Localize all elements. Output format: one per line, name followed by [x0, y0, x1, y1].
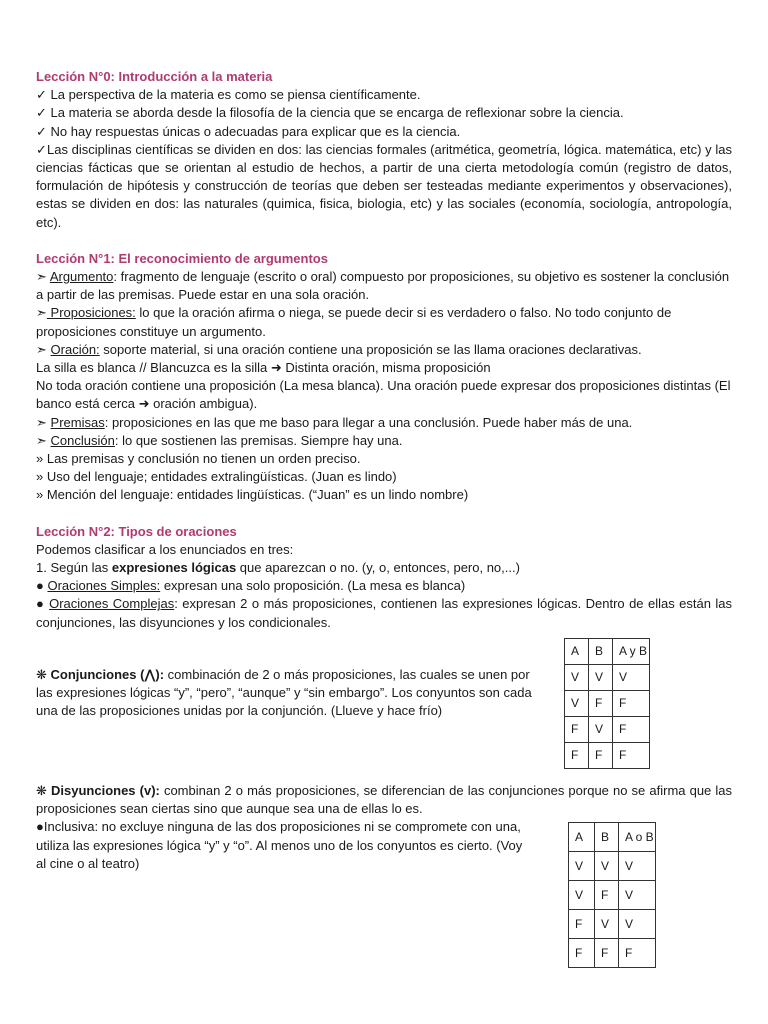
bullet-icon: ●: [36, 819, 44, 835]
table-cell: F: [595, 881, 619, 910]
table-header-row: [569, 823, 656, 852]
check-item: ✓ No hay respuestas únicas o adecuadas para explicar que es la ciencia.: [36, 123, 461, 139]
definition-text: : expresan 2 o más proposiciones, contienen las expresiones lógicas. Dentro de ellas están las conjunciones, las disyunciones y los condicionales.: [36, 596, 732, 630]
intro-text: Podemos clasificar a los enunciados en tres:: [36, 541, 294, 557]
table-cell: V: [589, 716, 613, 742]
term-expresiones-logicas: expresiones lógicas: [111, 560, 237, 576]
table-cell: V: [565, 690, 589, 716]
lesson-2-title: Lección N°2: Tipos de oraciones: [36, 523, 237, 539]
definition-text: combinación de 2 o más proposiciones, las cuales se unen por las expresiones lógicas “y”, “pero”, “aunque” y “sin embargo”. Los conyuntos son cada una de las proposiciones unidas por la conjunción. (Llueve y hace frío): [36, 666, 532, 719]
table-cell: F: [569, 910, 595, 939]
asterisk-icon: ❋: [36, 666, 47, 682]
table-cell: F: [589, 690, 613, 716]
table-cell: V: [619, 881, 656, 910]
table-header-cell: A: [565, 638, 589, 664]
text-fragment: 1. Según las: [36, 560, 112, 576]
bullet-simples: [36, 577, 732, 595]
definition-argumento: [36, 268, 732, 304]
term-conclusion: Conclusión: [50, 432, 115, 448]
table-row: [565, 742, 650, 768]
example-silla: La silla es blanca // Blancuzca es la silla ➜ Distinta oración, misma proposición: [36, 360, 491, 376]
table-cell: V: [569, 881, 595, 910]
term-premisas: Premisas: [50, 414, 105, 430]
definition-text: Inclusiva: no excluye ninguna de las dos proposiciones ni se compromete con una, utiliza las expresiones lógica “y” y “o”. Al menos uno de los conyuntos es cierto. (Voy al cine o al teatro): [36, 819, 523, 871]
table-row: [565, 716, 650, 742]
table-cell: V: [595, 910, 619, 939]
term-conjunciones: Conjunciones (⋀):: [50, 666, 165, 682]
table-header-cell: A o B: [619, 823, 656, 852]
definition-text: lo que la oración afirma o niega, se puede decir si es verdadero o falso. No todo conjunto de proposiciones constituye un argumento.: [36, 305, 672, 339]
truth-table-and: [564, 638, 650, 769]
lesson-1-title: Lección N°1: El reconocimiento de argumentos: [36, 250, 328, 266]
definition-premisas: [36, 414, 732, 432]
table-header-cell: A y B: [613, 638, 650, 664]
conjunctions-text: [36, 666, 548, 721]
bullet-icon: ●: [36, 596, 45, 612]
table-row: [569, 939, 656, 968]
document-page: [36, 66, 732, 968]
arrow-icon: ➣: [36, 305, 47, 321]
arrow-icon: ➣: [36, 414, 47, 430]
table-cell: F: [619, 939, 656, 968]
asterisk-icon: ❋: [36, 782, 47, 798]
definition-text: combinan 2 o más proposiciones, se diferencian de las conjunciones porque no se afirma que las proposiciones sean ciertas sino que aunque sea una de ellas lo es.: [36, 782, 732, 817]
table-cell: F: [613, 742, 650, 768]
table-cell: F: [595, 939, 619, 968]
term-proposiciones: Proposiciones:: [46, 305, 136, 321]
definition-text: : proposiciones en las que me baso para llegar a una conclusión. Puede haber más de una.: [104, 414, 633, 430]
truth-table-or: [568, 822, 656, 968]
table-cell: V: [619, 852, 656, 881]
arrow-icon: ➣: [36, 432, 47, 448]
term-argumento: Argumento: [49, 269, 114, 285]
definition-text: expresan una solo proposición. (La mesa es blanca): [160, 578, 466, 594]
term-oraciones-complejas: Oraciones Complejas: [49, 596, 175, 612]
table-cell: V: [569, 852, 595, 881]
bullet-icon: ●: [36, 578, 44, 594]
table-cell: F: [613, 716, 650, 742]
table-row: [569, 881, 656, 910]
check-item: ✓Las disciplinas científicas se dividen en dos: las ciencias formales (aritmética, geometría, lógica. matemática, etc) y las ciencias fácticas que se orientan al estudio de hechos, a partir de una cierta metodología común (registro de datos, formulación de hipótesis y construcción de teorías que deben ser testeadas mediante experimentos y observaciones), estas se dividen en dos: las naturales (quimica, fisica, biologia, etc) y las sociales (economía, sociología, antropología, etc).: [36, 141, 732, 230]
table-cell: F: [565, 742, 589, 768]
table-cell: F: [565, 716, 589, 742]
note-item: » Las premisas y conclusión no tienen un orden preciso.: [36, 451, 361, 467]
arrow-icon: ➣: [36, 269, 47, 285]
inclusive-text: [36, 818, 532, 873]
term-disyunciones: Disyunciones (v):: [51, 782, 160, 798]
inclusive-block: [36, 818, 732, 968]
classification-1: [36, 559, 732, 577]
table-cell: F: [589, 742, 613, 768]
term-oraciones-simples: Oraciones Simples:: [47, 578, 161, 594]
term-oracion: Oración:: [50, 341, 100, 357]
table-cell: F: [569, 939, 595, 968]
table-header-cell: B: [595, 823, 619, 852]
note-item: » Uso del lenguaje; entidades extralingüísticas. (Juan es lindo): [36, 469, 397, 485]
bullet-complejas: [36, 595, 732, 631]
table-cell: V: [613, 664, 650, 690]
definition-conclusion: [36, 432, 732, 450]
check-item: ✓ La materia se aborda desde la filosofía de la ciencia que se encarga de reflexionar sobre la ciencia.: [36, 105, 624, 121]
table-cell: V: [565, 664, 589, 690]
table-header-cell: B: [589, 638, 613, 664]
check-item: ✓ La perspectiva de la materia es como se piensa científicamente.: [36, 87, 421, 103]
definition-text: : lo que sostienen las premisas. Siempre hay una.: [114, 432, 403, 448]
disjunctions-text: [36, 782, 732, 818]
paragraph-no-toda: No toda oración contiene una proposición (La mesa blanca). Una oración puede expresar dos proposiciones distintas (El banco está cerca ➜ oración ambigua).: [36, 378, 731, 412]
definition-text: soporte material, si una oración contiene una proposición se las llama oraciones declarativas.: [99, 341, 642, 357]
text-fragment: que aparezcan o no. (y, o, entonces, pero, no,...): [236, 560, 520, 576]
definition-text: : fragmento de lenguaje (escrito o oral) compuesto por proposiciones, su objetivo es sostener la conclusión a partir de las premisas. Puede estar en una sola oración.: [36, 269, 730, 303]
table-cell: V: [619, 910, 656, 939]
table-header-row: [565, 638, 650, 664]
table-cell: V: [589, 664, 613, 690]
lesson-0-title: Lección N°0: Introducción a la materia: [36, 69, 273, 84]
table-row: [565, 664, 650, 690]
table-header-cell: A: [569, 823, 595, 852]
table-row: [565, 690, 650, 716]
table-cell: V: [595, 852, 619, 881]
conjunctions-block: [36, 638, 732, 780]
note-item: » Mención del lenguaje: entidades lingüísticas. (“Juan” es un lindo nombre): [36, 487, 469, 503]
table-row: [569, 910, 656, 939]
table-cell: F: [613, 690, 650, 716]
definition-oracion: [36, 341, 732, 359]
arrow-icon: ➣: [36, 341, 47, 357]
definition-proposiciones: [36, 304, 732, 340]
table-row: [569, 852, 656, 881]
